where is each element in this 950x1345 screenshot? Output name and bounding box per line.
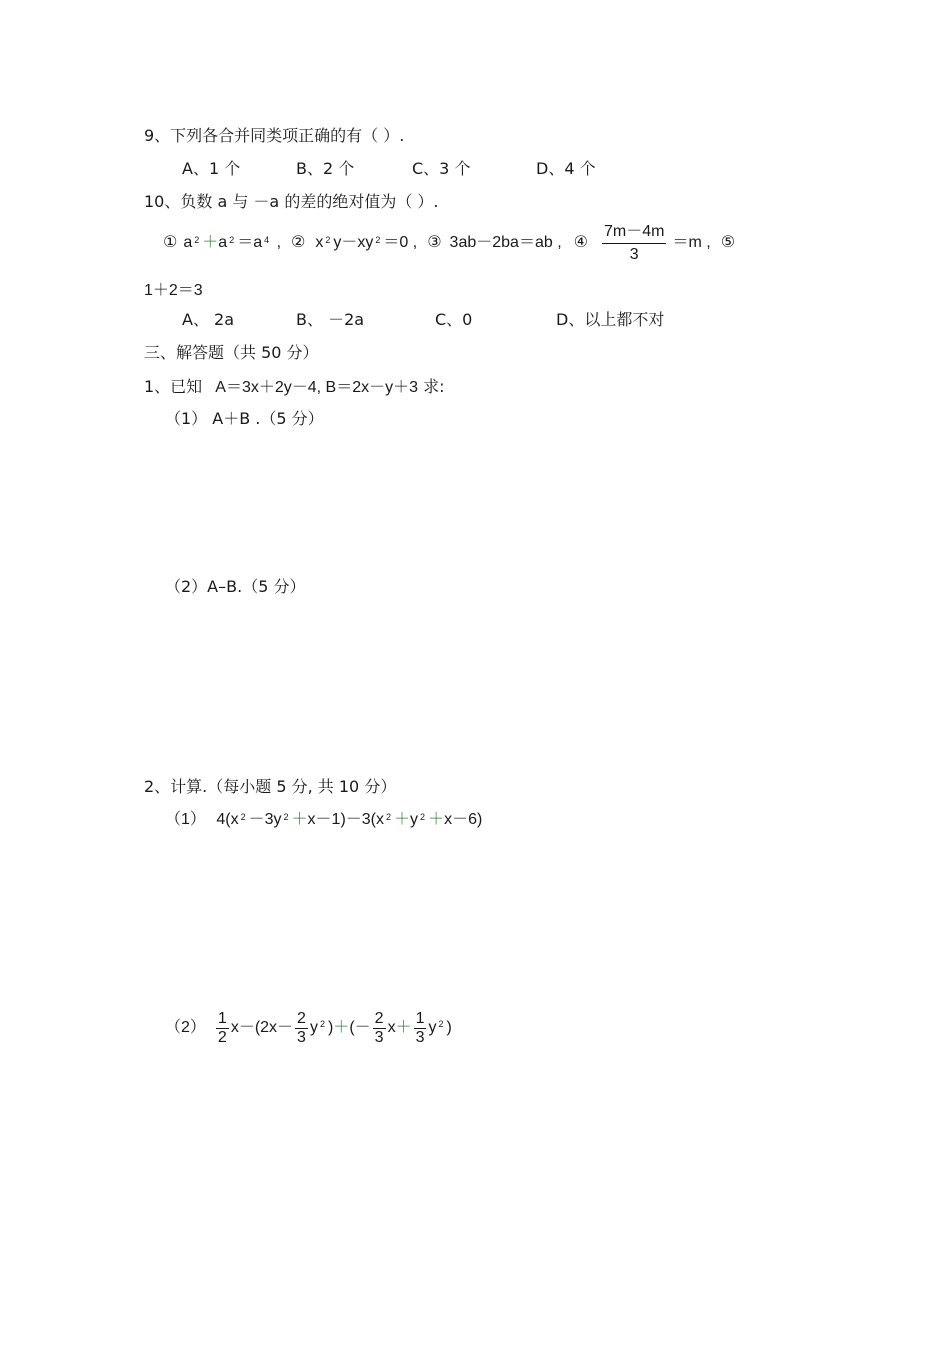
q10-option-a: A、 2a (182, 310, 235, 329)
problem-1-part-1: （1） A＋B .（5 分） (165, 409, 324, 428)
problem-2-part-2-expression: $\frac{1}{2}$ x－(2x－ $\frac{2}{3}$ y $^2$ ) ＋ (－ $\frac{2}{3}$ x ＋ $\frac{1}{3}$ y $^2$ ) (217, 1009, 452, 1046)
problem-2-part-1: （1） 4(x $^2$ －3y $^2$ ＋x－1)－3(x $^2$ ＋y $^2$ ＋x－6) (165, 811, 483, 828)
problem-1-stem: 1、已知 A＝3x＋2y－4, B＝2x－y＋3 求: (144, 377, 445, 396)
item-1-marker: ① (163, 234, 178, 251)
item-2-expression: x $^2$ y－xy $^2$ ＝0 , (315, 233, 418, 251)
item-2-marker: ② (291, 234, 306, 251)
q10-option-b: B、 －2a (296, 310, 365, 329)
q9-option-d: D、4 个 (536, 159, 596, 178)
item-1-expression: a $^2$ ＋a $^2$ ＝a $^4$ , (183, 233, 282, 251)
item-4-denominator: 3 (629, 245, 639, 263)
problem-1-given: A＝3x＋2y－4, B＝2x－y＋3 (215, 379, 419, 396)
item-4-marker: ④ (573, 234, 588, 251)
section-3-title: 三、解答题（共 50 分） (144, 343, 319, 362)
item-4-numerator: 7m－4m (602, 221, 666, 244)
item-3-marker: ③ (427, 234, 442, 251)
problem-2-stem: 2、计算.（每小题 5 分, 共 10 分） (144, 777, 397, 796)
item-5-expression: 1＋2＝3 (144, 282, 203, 299)
problem-2-part-1-expression: 4(x $^2$ －3y $^2$ ＋x－1)－3(x $^2$ ＋y $^2$ ＋x－6) (216, 811, 483, 828)
q9-option-a: A、1 个 (182, 159, 241, 178)
q10-option-c: C、0 (435, 310, 473, 329)
q10-items-row (163, 222, 735, 264)
q9-option-b: B、2 个 (296, 159, 355, 178)
item-3-expression: 3ab－2ba＝ab , (449, 234, 562, 251)
item-5-marker: ⑤ (720, 234, 736, 251)
item-4-fraction (602, 221, 666, 266)
question-10-stem: 10、负数 a 与 －a 的差的绝对值为（ ）. (144, 192, 439, 211)
item-4-rhs: ＝m , (672, 234, 711, 251)
problem-2-part-2: （2） $\frac{1}{2}$ x－(2x－ $\frac{2}{3}$ y $^2$ ) ＋ (－ $\frac{2}{3}$ x ＋ $\frac{1}{3}$ y $^2$ ) (165, 1009, 452, 1046)
problem-1-part-2: （2）A–B.（5 分） (165, 577, 306, 596)
q10-option-d: D、以上都不对 (556, 310, 665, 329)
q9-option-c: C、3 个 (412, 159, 471, 178)
question-9-stem: 9、下列各合并同类项正确的有（ ）. (144, 126, 405, 145)
